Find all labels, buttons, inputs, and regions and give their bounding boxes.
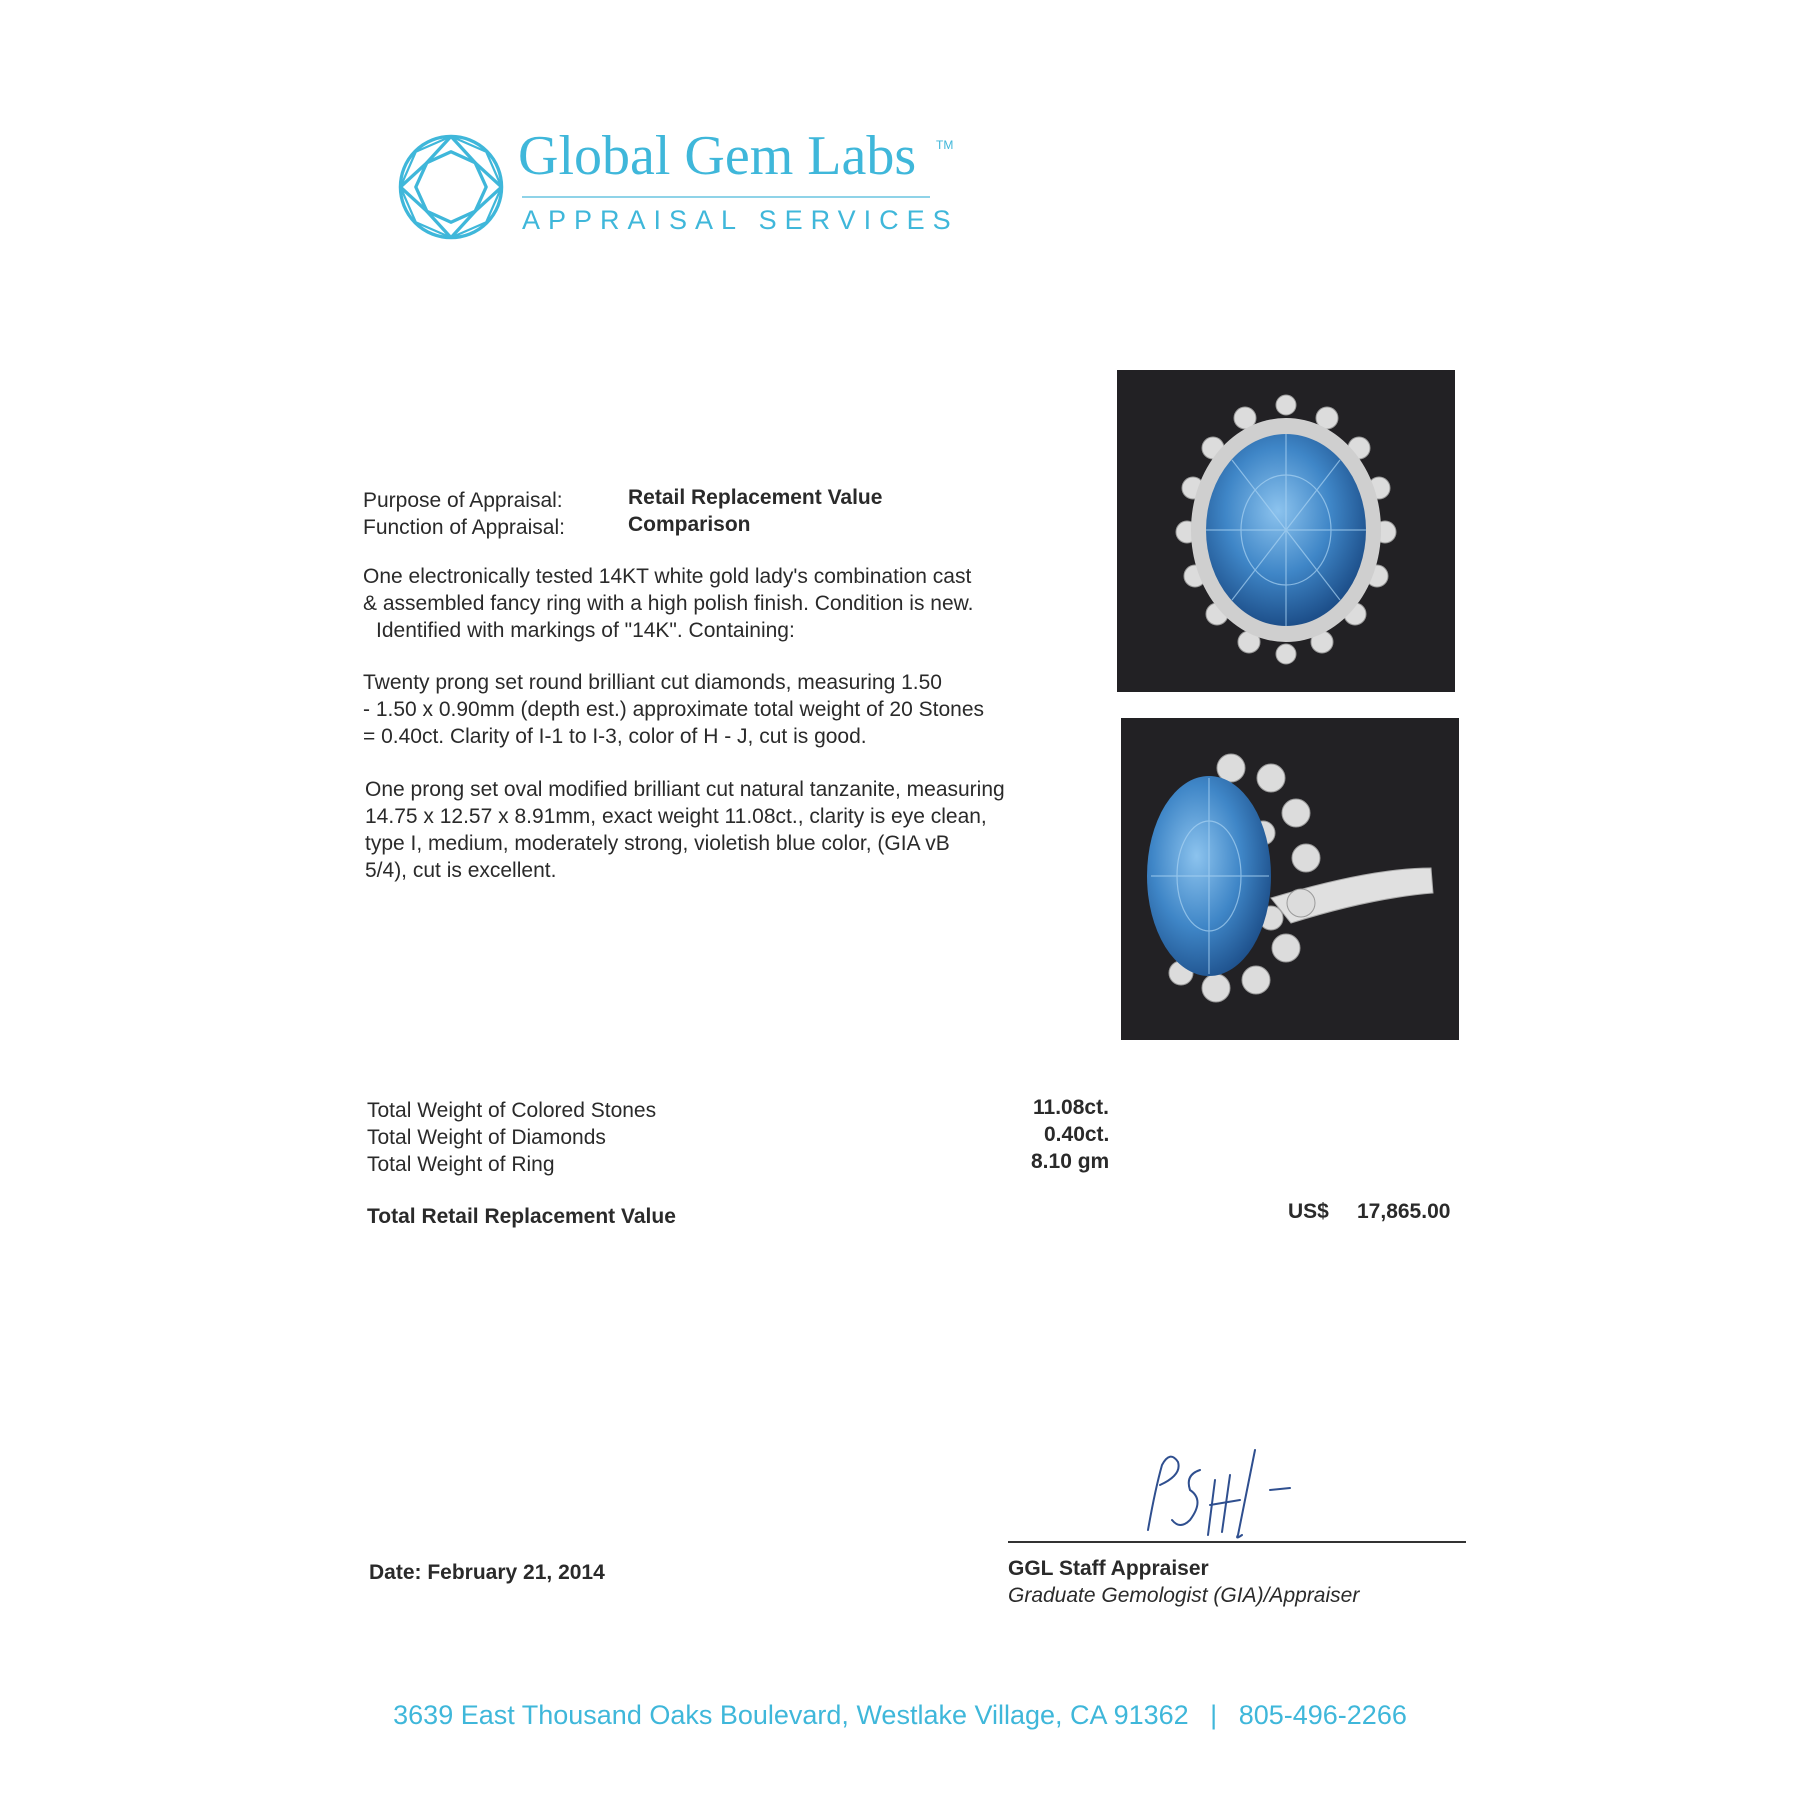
- ring-front-illustration: [1117, 370, 1455, 692]
- brilliant-diamond-logo-icon: [396, 132, 506, 242]
- brand-subtitle: APPRAISAL SERVICES: [522, 205, 959, 235]
- ring-line-1: One electronically tested 14KT white gold lady's combination cast: [363, 565, 972, 588]
- signer-credential: Graduate Gemologist (GIA)/Appraiser: [1008, 1584, 1360, 1607]
- footer-phone: 805-496-2266: [1238, 1700, 1407, 1730]
- tanzanite-line-2: 14.75 x 12.57 x 8.91mm, exact weight 11.08ct., clarity is eye clean,: [365, 805, 987, 828]
- ring-side-illustration: [1121, 718, 1459, 1040]
- ring-line-2: & assembled fancy ring with a high polish finish. Condition is new.: [363, 592, 974, 615]
- diamond-line-1: Twenty prong set round brilliant cut diamonds, measuring 1.50: [363, 671, 942, 694]
- total-value: 17,865.00: [1357, 1200, 1451, 1223]
- diamond-description: [363, 669, 984, 750]
- colored-weight-value: 11.08ct.: [1033, 1096, 1109, 1119]
- purpose-value: Retail Replacement Value: [628, 486, 883, 509]
- footer-separator: |: [1210, 1700, 1218, 1730]
- tanzanite-line-4: 5/4), cut is excellent.: [365, 859, 557, 882]
- brand-name: Global Gem Labs: [518, 125, 917, 187]
- trademark-mark: TM: [936, 138, 954, 152]
- diamonds-weight-label: Total Weight of Diamonds: [367, 1126, 606, 1149]
- diamond-line-2: - 1.50 x 0.90mm (depth est.) approximate total weight of 20 Stones: [363, 698, 984, 721]
- purpose-label: Purpose of Appraisal:: [363, 489, 563, 512]
- ring-line-3: Identified with markings of "14K". Containing:: [376, 619, 795, 642]
- total-value-label: Total Retail Replacement Value: [367, 1205, 676, 1228]
- ring-photo-side: [1121, 718, 1459, 1040]
- ring-weight-label: Total Weight of Ring: [367, 1153, 555, 1176]
- diamonds-weight-value: 0.40ct.: [1044, 1123, 1110, 1146]
- colored-weight-label: Total Weight of Colored Stones: [367, 1099, 657, 1122]
- ring-weight-value: 8.10 gm: [1031, 1150, 1110, 1173]
- appraiser-signature-icon: [1130, 1440, 1310, 1550]
- brand-divider: [522, 196, 930, 198]
- footer-contact: [0, 1700, 1800, 1731]
- signer-title: GGL Staff Appraiser: [1008, 1557, 1209, 1580]
- ring-photo-front: [1117, 370, 1455, 692]
- footer-address: 3639 East Thousand Oaks Boulevard, Westlake Village, CA 91362: [393, 1700, 1189, 1730]
- appraisal-date: Date: February 21, 2014: [369, 1561, 605, 1584]
- function-label: Function of Appraisal:: [363, 516, 565, 539]
- total-currency: US$: [1288, 1200, 1329, 1223]
- function-value: Comparison: [628, 513, 751, 536]
- diamond-line-3: = 0.40ct. Clarity of I-1 to I-3, color of H - J, cut is good.: [363, 725, 867, 748]
- ring-description: [363, 563, 974, 644]
- signature-line: [1008, 1541, 1466, 1543]
- tanzanite-line-3: type I, medium, moderately strong, violetish blue color, (GIA vB: [365, 832, 950, 855]
- tanzanite-line-1: One prong set oval modified brilliant cut natural tanzanite, measuring: [365, 778, 1005, 801]
- tanzanite-description: [365, 776, 1005, 884]
